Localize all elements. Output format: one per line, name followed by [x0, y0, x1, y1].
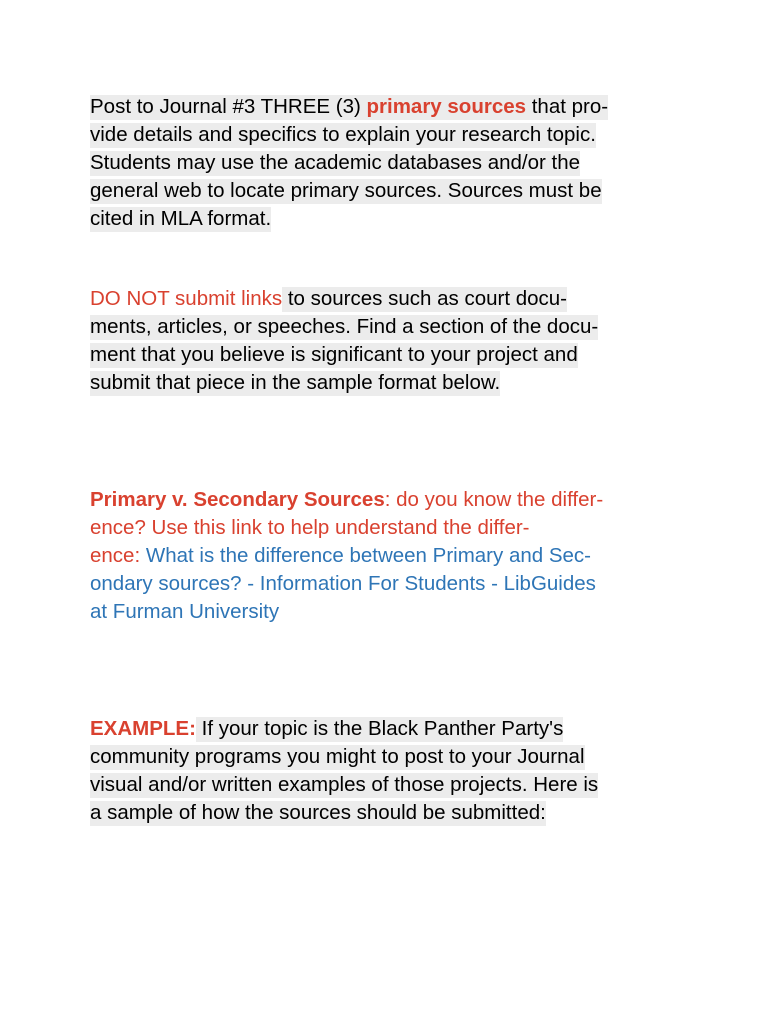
text-run: that pro- [526, 95, 609, 118]
libguides-link-line-2[interactable]: ondary sources? - Information For Students - LibGuides [90, 572, 596, 595]
text-line: vide details and specifics to explain your research topic. [90, 123, 596, 146]
text-run: ence: [90, 544, 146, 567]
text-line: general web to locate primary sources. Sources must be [90, 179, 602, 202]
paragraph-primary-vs-secondary [90, 486, 680, 626]
text-line: cited in MLA format. [90, 207, 272, 230]
primary-sources-emphasis: primary sources [366, 95, 527, 118]
text-line: a sample of how the sources should be submitted: [90, 801, 546, 824]
paragraph-assignment-instructions [90, 93, 680, 233]
text-run: to sources such as court docu- [282, 287, 567, 310]
text-line: community programs you might to post to your Journal [90, 745, 585, 768]
text-line: ment that you believe is significant to your project and [90, 343, 578, 366]
primary-vs-secondary-heading: Primary v. Secondary Sources [90, 488, 385, 511]
example-label: EXAMPLE: [90, 717, 196, 740]
text-line: ence? Use this link to help understand the differ- [90, 516, 530, 539]
libguides-link-line-1[interactable]: What is the difference between Primary and Sec- [145, 544, 592, 567]
text-run: If your topic is the Black Panther Party's [195, 717, 564, 740]
paragraph-no-links-warning [90, 285, 680, 397]
do-not-submit-links-emphasis: DO NOT submit links [90, 287, 283, 310]
text-line: submit that piece in the sample format below. [90, 371, 501, 394]
text-run: Post to Journal #3 THREE (3) [90, 95, 367, 118]
text-line: visual and/or written examples of those projects. Here is [90, 773, 599, 796]
text-line: Students may use the academic databases and/or the [90, 151, 581, 174]
text-run: : do you know the differ- [384, 488, 604, 511]
libguides-link-line-3[interactable]: at Furman University [90, 600, 280, 623]
text-line: ments, articles, or speeches. Find a section of the docu- [90, 315, 599, 338]
paragraph-example [90, 715, 680, 827]
